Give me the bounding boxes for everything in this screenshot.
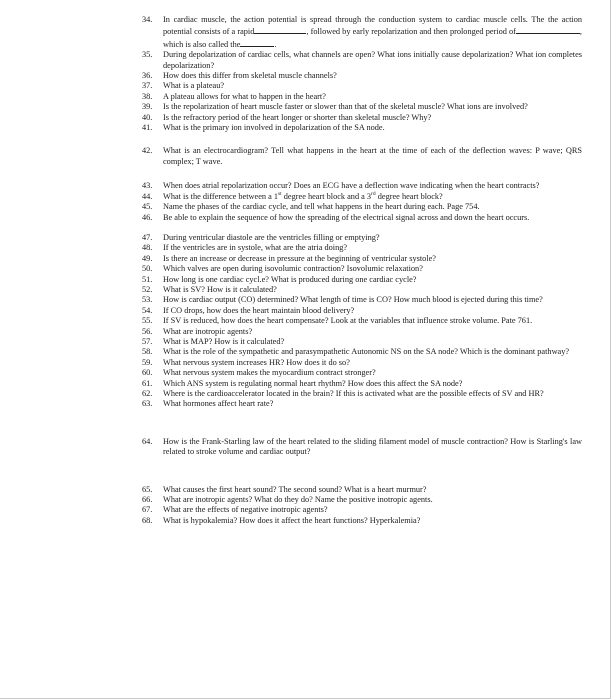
question-text: degree heart block?: [375, 191, 443, 201]
question-37: [142, 81, 582, 91]
question-34: [142, 15, 582, 50]
question-53: [142, 295, 582, 305]
question-text: What are the effects of negative inotropic agents?: [163, 505, 328, 515]
answer-blank[interactable]: [254, 25, 306, 34]
question-number: 46.: [142, 212, 153, 222]
question-number: 68.: [142, 515, 153, 525]
question-text: How long is one cardiac cycl.e? What is produced during one cardiac cycle?: [163, 274, 417, 284]
question-text: degree heart block and a 3: [281, 191, 372, 201]
question-39: [142, 102, 582, 112]
question-42: [142, 146, 582, 167]
question-text: If CO drops, how does the heart maintain blood delivery?: [163, 305, 355, 315]
question-number: 53.: [142, 295, 153, 305]
question-41: [142, 123, 582, 133]
question-66: [142, 495, 582, 505]
answer-blank[interactable]: [516, 25, 580, 34]
question-65: [142, 485, 582, 495]
question-number: 45.: [142, 202, 153, 212]
question-text: .: [274, 39, 277, 49]
question-number: 44.: [142, 191, 153, 201]
question-54: [142, 306, 582, 316]
question-text: What are inotropic agents? What do they do? Name the positive inotropic agents.: [163, 495, 433, 505]
question-number: 54.: [142, 305, 153, 315]
question-43: [142, 181, 582, 191]
question-text: Which valves are open during isovolumic contraction? Isovolumic relaxation?: [163, 264, 423, 274]
question-64: [142, 437, 582, 458]
question-text: How does this differ from skeletal muscle channels?: [163, 71, 337, 81]
question-58: [142, 347, 582, 357]
question-text: What is an electrocardiogram? Tell what happens in the heart at the time of each of the deflection waves: P wave; QRS complex; T wave.: [163, 146, 582, 166]
question-text: What is MAP? How is it calculated?: [163, 336, 285, 346]
question-48: [142, 243, 582, 253]
question-text: Is the refractory period of the heart longer or shorter than skeletal muscle? Why?: [163, 112, 432, 122]
question-text: If the ventricles are in systole, what are the atria doing?: [163, 243, 348, 253]
question-36: [142, 71, 582, 81]
question-text: Be able to explain the sequence of how the spreading of the electrical signal across and down the heart occurs.: [163, 212, 530, 222]
question-text: How is cardiac output (CO) determined? What length of time is CO? How much blood is ejected during this time?: [163, 295, 543, 305]
question-67: [142, 505, 582, 515]
question-text: Which ANS system is regulating normal heart rhythm? How does this affect the SA node?: [163, 378, 463, 388]
question-60: [142, 368, 582, 378]
question-62: [142, 389, 582, 399]
question-number: 52.: [142, 284, 153, 294]
question-46: [142, 213, 582, 223]
question-number: 42.: [142, 146, 153, 156]
question-text: What is hypokalemia? How does it affect the heart functions? Hyperkalemia?: [163, 515, 421, 525]
question-number: 51.: [142, 274, 153, 284]
question-57: [142, 337, 582, 347]
question-38: [142, 92, 582, 102]
question-text: During ventricular diastole are the ventricles filling or emptying?: [163, 232, 380, 242]
question-50: [142, 264, 582, 274]
question-text: Where is the cardioaccelerator located in the brain? If this is activated what are the possible effects of SV and HR?: [163, 389, 544, 398]
question-number: 34.: [142, 15, 153, 24]
question-text: How is the Frank-Starling law of the heart related to the sliding filament model of muscle contraction? How is Starling's law related to stroke volume and cardiac output?: [163, 436, 582, 457]
question-55: [142, 316, 582, 326]
question-number: 37.: [142, 81, 153, 91]
question-number: 59.: [142, 357, 153, 367]
question-47: [142, 233, 582, 243]
question-number: 56.: [142, 326, 153, 336]
question-number: 40.: [142, 112, 153, 122]
question-number: 35.: [142, 50, 153, 60]
question-number: 47.: [142, 232, 153, 242]
question-61: [142, 379, 582, 389]
question-text: What are inotropic agents?: [163, 326, 253, 336]
answer-blank[interactable]: [240, 38, 277, 49]
question-text: When does atrial repolarization occur? Does an ECG have a deflection wave indicating when the heart contracts?: [163, 181, 540, 191]
question-text: What hormones affect heart rate?: [163, 399, 274, 409]
question-text: What causes the first heart sound? The second sound? What is a heart murmur?: [163, 484, 427, 494]
question-number: 41.: [142, 123, 153, 133]
question-text: In cardiac muscle, the action potential is spread through the conduction system to cardiac muscle cells. The the action potential consists of a rapid: [163, 15, 582, 37]
question-number: 60.: [142, 368, 153, 378]
question-number: 65.: [142, 484, 153, 494]
question-44: [142, 192, 582, 202]
question-number: 58.: [142, 347, 153, 357]
question-number: 49.: [142, 253, 153, 263]
question-49: [142, 254, 582, 264]
question-59: [142, 358, 582, 368]
question-text: What is a plateau?: [163, 81, 225, 91]
question-63: [142, 399, 582, 409]
question-text: A plateau allows for what to happen in the heart?: [163, 91, 326, 101]
question-text: If SV is reduced, how does the heart compensate? Look at the variables that influence stroke volume. Pate 761.: [163, 316, 533, 326]
question-text: , which is also called the: [163, 27, 582, 49]
question-45: [142, 202, 582, 212]
ordinal-suffix: st: [278, 190, 282, 197]
question-35: [142, 50, 582, 71]
question-text: What is the difference between a 1: [163, 191, 279, 201]
question-number: 63.: [142, 399, 153, 409]
question-number: 43.: [142, 181, 153, 191]
question-text: , followed by early repolarization and then prolonged period of: [306, 27, 516, 37]
question-number: 55.: [142, 316, 153, 326]
question-text: During depolarization of cardiac cells, what channels are open? What ions initially cause depolarization? What ion completes depolarization?: [163, 50, 582, 70]
question-52: [142, 285, 582, 295]
question-number: 64.: [142, 436, 153, 446]
question-number: 38.: [142, 91, 153, 101]
question-number: 48.: [142, 243, 153, 253]
question-number: 39.: [142, 102, 153, 112]
question-text: What is the primary ion involved in depolarization of the SA node.: [163, 123, 385, 133]
question-number: 57.: [142, 336, 153, 346]
question-text: What nervous system increases HR? How does it do so?: [163, 357, 350, 367]
question-text: Is there an increase or decrease in pressure at the beginning of ventricular systole?: [163, 253, 436, 263]
question-56: [142, 327, 582, 337]
question-text: Name the phases of the cardiac cycle, and tell what happens in the heart during each. Page 754.: [163, 202, 480, 212]
question-number: 61.: [142, 378, 153, 388]
question-text: What is the role of the sympathetic and parasympathetic Autonomic NS on the SA node? Which is the dominant pathway?: [163, 347, 570, 357]
question-number: 62.: [142, 389, 153, 398]
question-51: [142, 275, 582, 285]
question-text: What is SV? How is it calculated?: [163, 284, 277, 294]
question-number: 50.: [142, 264, 153, 274]
question-text: Is the repolarization of heart muscle faster or slower than that of the skeletal muscle? What ions are involved?: [163, 102, 528, 112]
question-number: 66.: [142, 495, 153, 505]
question-number: 67.: [142, 505, 153, 515]
question-number: 36.: [142, 71, 153, 81]
ordinal-suffix: rd: [371, 190, 376, 197]
question-40: [142, 113, 582, 123]
question-text: What nervous system makes the myocardium contract stronger?: [163, 368, 376, 378]
question-68: [142, 516, 582, 526]
question-sheet: [142, 15, 582, 526]
